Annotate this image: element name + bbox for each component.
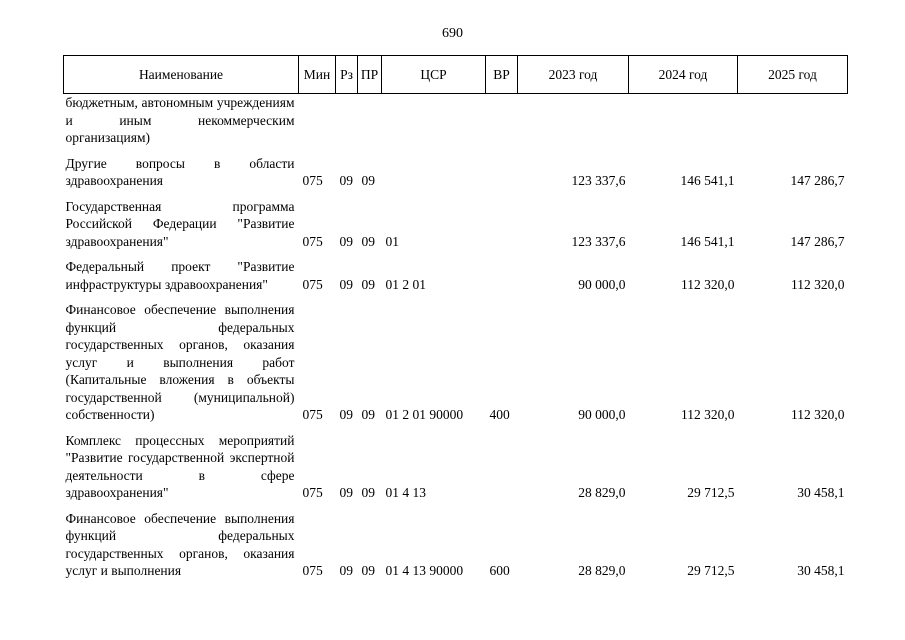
row-2024: 146 541,1 bbox=[680, 173, 735, 188]
page-number: 690 bbox=[442, 26, 463, 41]
row-csr: 01 2 01 bbox=[385, 276, 426, 292]
row-rz bbox=[336, 94, 358, 155]
row-2025: 147 286,7 bbox=[790, 173, 845, 188]
row-csr: 01 4 13 90000 bbox=[385, 563, 464, 578]
row-vr: 600 bbox=[489, 563, 510, 578]
row-vr bbox=[486, 432, 518, 510]
row-2023: 123 337,6 bbox=[571, 173, 626, 188]
row-2024 bbox=[629, 94, 738, 155]
table-body bbox=[64, 94, 848, 580]
header-rz: Рз bbox=[336, 56, 358, 94]
header-name: Наименование bbox=[64, 56, 299, 94]
table-row bbox=[64, 198, 848, 259]
row-name: Федеральный проект "Развитие инфраструктуры здравоохранения" bbox=[65, 259, 295, 292]
row-csr: 01 4 13 bbox=[385, 485, 426, 500]
row-name: бюджетным, автономным учреждениям и иным некоммерческим организациям) bbox=[65, 95, 295, 145]
row-pr: 09 bbox=[361, 485, 375, 500]
row-min: 075 bbox=[302, 276, 323, 292]
row-name: Государственная программа Российской Федерации "Развитие здравоохранения" bbox=[65, 198, 295, 249]
row-rz: 09 bbox=[339, 276, 353, 292]
row-2023: 90 000,0 bbox=[578, 276, 626, 292]
row-2024: 29 712,5 bbox=[687, 563, 735, 578]
table-row bbox=[64, 301, 848, 432]
row-2024: 146 541,1 bbox=[680, 233, 735, 249]
row-2023: 90 000,0 bbox=[578, 407, 626, 422]
row-name: Финансовое обеспечение выполнения функций федеральных государственных органов, оказания услуг и выполнения bbox=[65, 510, 295, 578]
header-csr: ЦСР bbox=[382, 56, 486, 94]
row-2023 bbox=[518, 94, 629, 155]
row-name: Комплекс процессных мероприятий "Развитие государственной экспертной деятельности в сфере здравоохранения" bbox=[65, 432, 295, 500]
row-min: 075 bbox=[302, 563, 323, 578]
row-2025: 30 458,1 bbox=[797, 485, 845, 500]
row-pr bbox=[358, 94, 382, 155]
row-min: 075 bbox=[302, 233, 323, 249]
row-vr bbox=[486, 198, 518, 259]
budget-table bbox=[63, 55, 848, 580]
row-rz: 09 bbox=[339, 485, 353, 500]
row-name: Другие вопросы в области здравоохранения bbox=[65, 155, 295, 188]
row-2024: 29 712,5 bbox=[687, 485, 735, 500]
row-vr bbox=[486, 94, 518, 155]
row-2024: 112 320,0 bbox=[681, 407, 735, 422]
row-2023: 28 829,0 bbox=[578, 485, 626, 500]
table-row bbox=[64, 258, 848, 301]
table-row bbox=[64, 94, 848, 155]
table-header bbox=[64, 56, 848, 94]
row-min: 075 bbox=[302, 173, 323, 188]
row-min: 075 bbox=[302, 407, 323, 422]
row-2024: 112 320,0 bbox=[681, 276, 735, 292]
row-csr: 01 bbox=[385, 233, 399, 249]
row-2025 bbox=[738, 94, 848, 155]
row-vr bbox=[486, 155, 518, 198]
row-min: 075 bbox=[302, 485, 323, 500]
row-name: Финансовое обеспечение выполнения функций федеральных государственных органов, оказания услуг и выполнения работ (Капитальные вложения в объекты государственной (муниципальной) собственности) bbox=[65, 302, 295, 422]
row-pr: 09 bbox=[361, 407, 375, 422]
header-pr: ПР bbox=[358, 56, 382, 94]
row-2025: 30 458,1 bbox=[797, 563, 845, 578]
row-2025: 112 320,0 bbox=[791, 276, 845, 292]
row-pr: 09 bbox=[361, 233, 375, 249]
row-csr bbox=[382, 155, 486, 198]
table-row bbox=[64, 510, 848, 580]
row-rz: 09 bbox=[339, 173, 353, 188]
row-csr bbox=[382, 94, 486, 155]
row-pr: 09 bbox=[361, 563, 375, 578]
header-2025: 2025 год bbox=[738, 56, 848, 94]
header-2024: 2024 год bbox=[629, 56, 738, 94]
header-min: Мин bbox=[299, 56, 336, 94]
row-2025: 147 286,7 bbox=[790, 233, 845, 249]
row-csr: 01 2 01 90000 bbox=[385, 407, 464, 422]
row-vr bbox=[486, 258, 518, 301]
header-2023: 2023 год bbox=[518, 56, 629, 94]
row-rz: 09 bbox=[339, 407, 353, 422]
row-rz: 09 bbox=[339, 233, 353, 249]
header-vr: ВР bbox=[486, 56, 518, 94]
row-2025: 112 320,0 bbox=[791, 407, 845, 422]
row-pr: 09 bbox=[361, 173, 375, 188]
row-pr: 09 bbox=[361, 276, 375, 292]
row-vr: 400 bbox=[489, 407, 510, 422]
table-row bbox=[64, 432, 848, 510]
row-min bbox=[299, 94, 336, 155]
table-row bbox=[64, 155, 848, 198]
row-2023: 123 337,6 bbox=[571, 233, 626, 249]
row-rz: 09 bbox=[339, 563, 353, 578]
row-2023: 28 829,0 bbox=[578, 563, 626, 578]
